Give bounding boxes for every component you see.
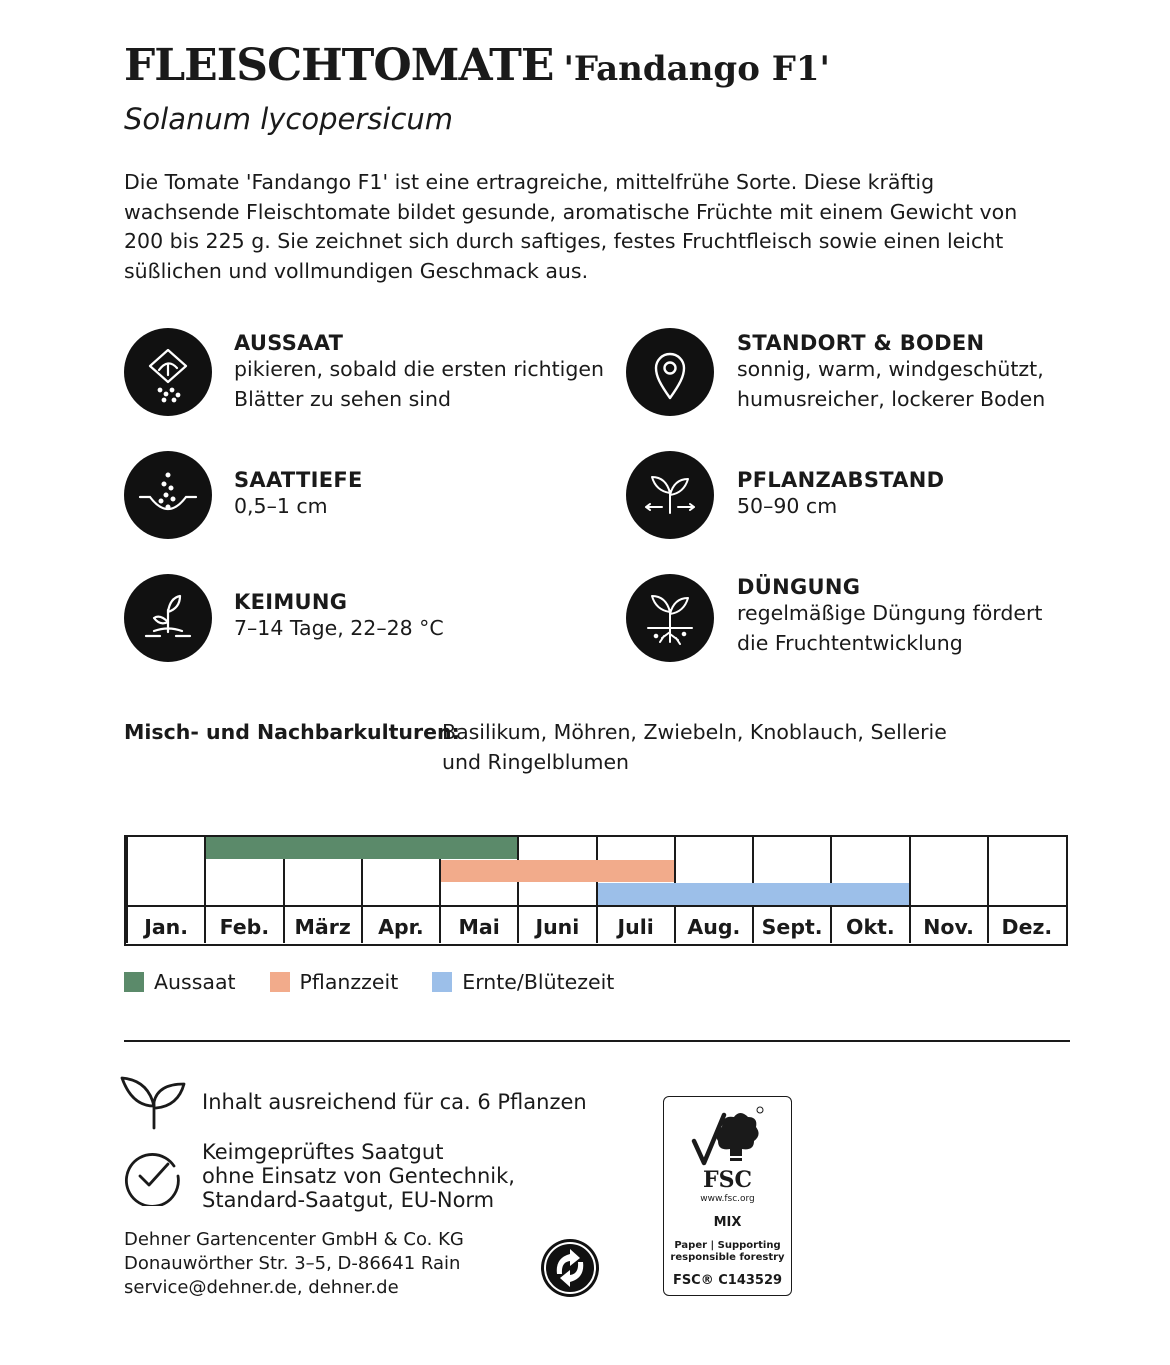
calendar-month-column xyxy=(909,837,987,943)
property-text: 0,5–1 cm xyxy=(234,494,328,518)
seed-packet-icon xyxy=(124,328,212,416)
calendar-month-label: Juni xyxy=(535,915,580,939)
property-text: sonnig, warm, windgeschützt, humusreicher, lockerer Boden xyxy=(737,357,1046,411)
property-standort xyxy=(737,331,1057,414)
legend-item-pflanzzeit xyxy=(270,970,399,994)
legend-item-aussaat xyxy=(124,970,236,994)
fsc-code: FSC® C143529 xyxy=(672,1273,783,1288)
product-description: Die Tomate 'Fandango F1' ist eine ertragreiche, mittelfrühe Sorte. Diese kräftig wachsende Fleischtomate bildet gesunde, aromatische Früchte mit einem Gewicht von 200 bis 225 g. Sie zeichnet sich durch saftiges, festes Fruchtfleisch sowie einen leicht süßlichen und vollmundigen Geschmack aus. xyxy=(124,170,1018,283)
company-name: Dehner Gartencenter GmbH & Co. KG xyxy=(124,1229,464,1250)
content-amount: Inhalt ausreichend für ca. 6 Pflanzen xyxy=(202,1090,587,1114)
seed-quality xyxy=(202,1140,515,1212)
calendar-month-label: Aug. xyxy=(687,915,741,939)
fsc-label xyxy=(663,1096,792,1296)
legend-label: Aussaat xyxy=(154,970,236,994)
leaves-icon xyxy=(118,1072,190,1132)
latin-name: Solanum lycopersicum xyxy=(124,102,454,136)
sprout-icon xyxy=(124,574,212,662)
calendar-month-label: März xyxy=(294,915,351,939)
variety-name: 'Fandango F1' xyxy=(563,49,830,89)
fsc-tree-logo xyxy=(690,1105,766,1167)
calendar-month-label: Mai xyxy=(458,915,500,939)
calendar-month-label: Sept. xyxy=(761,915,823,939)
recycling-arrows-icon xyxy=(540,1238,600,1298)
quality-line: ohne Einsatz von Gentechnik, xyxy=(202,1164,515,1188)
calendar-month-column xyxy=(987,837,1065,943)
calendar-month-label: Jan. xyxy=(144,915,189,939)
calendar-bar-2 xyxy=(598,883,909,905)
fsc-paper-line: Paper | Supporting xyxy=(674,1240,781,1251)
property-text: regelmäßige Düngung fördert die Fruchtentwicklung xyxy=(737,601,1043,655)
property-title: STANDORT & BODEN xyxy=(737,331,985,355)
company-contact: service@dehner.de, dehner.de xyxy=(124,1277,399,1298)
calendar-month-label: Dez. xyxy=(1001,915,1053,939)
calendar-legend xyxy=(124,970,648,994)
seeds-in-soil-icon xyxy=(124,451,212,539)
property-title: KEIMUNG xyxy=(234,590,348,614)
calendar-month-label: Apr. xyxy=(378,915,424,939)
property-text: 50–90 cm xyxy=(737,494,838,518)
fsc-mix: MIX xyxy=(713,1215,742,1230)
companion-plants xyxy=(124,718,947,774)
legend-item-ernte xyxy=(432,970,614,994)
calendar-month-label: Nov. xyxy=(923,915,974,939)
property-saattiefe xyxy=(234,468,614,522)
plant-roots-icon xyxy=(626,574,714,662)
property-text: 7–14 Tage, 22–28 °C xyxy=(234,616,444,640)
section-divider xyxy=(124,1040,1070,1042)
fsc-brand: FSC xyxy=(702,1167,753,1193)
fsc-paper xyxy=(664,1240,791,1264)
product-name: FLEISCHTOMATE xyxy=(124,40,554,91)
fsc-paper-line: responsible forestry xyxy=(670,1252,785,1263)
plant-spacing-icon xyxy=(626,451,714,539)
property-duengung xyxy=(737,575,1057,658)
legend-swatch xyxy=(432,972,452,992)
property-keimung xyxy=(234,590,614,644)
quality-line: Standard-Saatgut, EU-Norm xyxy=(202,1188,495,1212)
companion-label: Misch- und Nachbarkulturen: xyxy=(124,720,460,744)
calendar-month-column xyxy=(126,837,204,943)
company-address xyxy=(124,1228,464,1300)
planting-calendar xyxy=(124,835,1068,946)
checkmark-circle-icon xyxy=(122,1146,182,1206)
calendar-bar-0 xyxy=(206,837,517,859)
property-aussaat xyxy=(234,331,614,414)
quality-line: Keimgeprüftes Saatgut xyxy=(202,1140,444,1164)
calendar-month-label: Feb. xyxy=(219,915,270,939)
property-text: pikieren, sobald die ersten richtigen Blätter zu sehen sind xyxy=(234,357,604,411)
location-pin-icon xyxy=(626,328,714,416)
company-street: Donauwörther Str. 3–5, D-86641 Rain xyxy=(124,1253,461,1274)
calendar-month-label: Juli xyxy=(617,915,654,939)
legend-label: Ernte/Blütezeit xyxy=(462,970,615,994)
calendar-month-label: Okt. xyxy=(846,915,895,939)
product-title xyxy=(124,40,830,91)
companion-value: Basilikum, Möhren, Zwiebeln, Knoblauch, Sellerie und Ringelblumen xyxy=(442,720,947,774)
calendar-bar-1 xyxy=(441,860,674,882)
legend-swatch xyxy=(124,972,144,992)
property-title: AUSSAAT xyxy=(234,331,344,355)
calendar-month-column xyxy=(517,837,595,943)
property-title: PFLANZABSTAND xyxy=(737,468,945,492)
property-pflanzabstand xyxy=(737,468,1057,522)
legend-swatch xyxy=(270,972,290,992)
legend-label: Pflanzzeit xyxy=(299,970,399,994)
fsc-url: www.fsc.org xyxy=(700,1194,755,1204)
property-title: SAATTIEFE xyxy=(234,468,363,492)
property-title: DÜNGUNG xyxy=(737,575,861,599)
